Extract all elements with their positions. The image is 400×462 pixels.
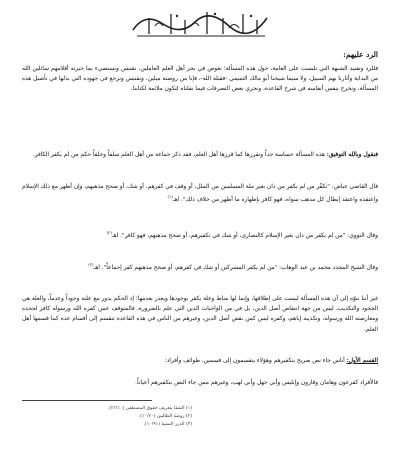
footnote-ref[interactable]: (٣) — [88, 262, 94, 267]
quote-ibn-abdulwahhab — [22, 260, 378, 273]
quote-nawawi — [22, 228, 378, 241]
section-one-label: القسم الأول: — [346, 358, 378, 364]
section-heading: الرد عليهم: — [343, 50, 378, 59]
paragraph-section-one — [22, 356, 378, 366]
footnote-item: (٣) الدرر السنية (١٠/٩١). — [143, 422, 192, 427]
calligraphy-logo-icon — [125, 8, 275, 42]
footnote-ref[interactable]: (١) — [167, 194, 173, 200]
paragraph-lead: فنقول وبالله التوفيق: — [326, 152, 378, 158]
section-one-text: أناس جاء نص صريح بتكفيرهم وهؤلاء ينقسمون إلى قسمين، طوائف وأفراد: — [164, 358, 347, 364]
quote-ibn-abdulwahhab-text: وقال الشيخ المجدد محمد بن عبد الوهاب: "من لم يكفر المشركين أو شك في كفرهم، أو صحح مذهبهم كفر إجماعاً". اهـ — [93, 264, 378, 271]
footnote-divider — [22, 400, 152, 401]
paragraph-intro: فللرد وتفنيد الشبهة التي تلبست على العامة، حول هذه المسألة؛ نغوص في بحر أهل العلم العاملين، نقتبس ونستضيء بما حبرته أقلامهم سائلين الله من البداية وأثارنا بهم السبيل، ولا سيما شيخنا أبو مالك التميمي -فقبله الله-، فإنا من روضته ميلين، ونقتبس ونرجع في جهوده التي بذلها في تأصيل هذه المسألة، ونخرج بنفس أنفاسه في شرح القاعدة، ونجري بعض التصرفات فيما نقلناه لتكون ملائمة لكتابنا. — [22, 66, 378, 93]
footnote-item: (١) الشفا بتعريف حقوق المصطفى (٢/٦١٠). — [107, 406, 192, 411]
paragraph-individuals: فالأفراد كفرعون وهامان وقارون وإبليس وأبي جهل وأبي لهب، وغيرهم ممن جاء النص بتكفيرهم أعياناً. — [135, 380, 378, 386]
footnote-item: (٢) روضة الطالبين (١٠/٧٠). — [138, 414, 192, 419]
paragraph-clarification: غير أننا ننوّه إلى أن هذه المسألة ليست على إطلاقها، وإنما لها مناط وعلة يكفر بوجودها ويعذر بعدمها؛ إذ الحكم يدور مع علته وجوداً وعدماً، والعلة هي الجحود والتكذيب، ليس من جهة انتقاض أصل الدين، بل في من الواجبات الدين التي علم بالضرورة، فالمتوقف عمن كفره الله ورسوله كافر لجحده ومعارضته الله ورسوله، وتكذيبه إياهم، وكفره ليس كمن نقض أصل الدين، وغيرهم من الناس في هذه القاعدة تنقسم إلى أقسام عدة كما قسمها أهل العلم. — [22, 296, 378, 333]
quote-qadi-iyad-text: قال القاضي عياض: "نكفّر من لم يكفر من دان بغير ملة المسلمين من الملل، أو وقف في كفرهم، أو شك، أو صحح مذهبهم، وإن أظهر مع ذلك الإسلام واعتقده واعتقد إبطال كل مذهب سواه، فهو كافر بإظهاره ما أظهر من خلاف ذلك". اهـ — [22, 184, 378, 204]
footnotes — [22, 405, 192, 429]
paragraph-statement — [22, 150, 378, 160]
paragraph-statement-text: هذه المسألة حساسة جداً وتقررها كما قررها أهل العلم، فقد ذكر جماعة من أهل العلم سلفاً وخلفاً حكم من لم يكفر الكافر. — [32, 152, 327, 158]
footnote-ref[interactable]: (٢) — [106, 230, 112, 235]
quote-nawawi-text: وقال النووي: "من لم يكفر من دان بغير الإسلام كالنصارى، أو شك في تكفيرهم، أو صحح مذهبهم، فهو كافر". اهـ — [111, 232, 378, 239]
quote-qadi-iyad — [22, 182, 378, 205]
header-logo — [0, 8, 400, 42]
